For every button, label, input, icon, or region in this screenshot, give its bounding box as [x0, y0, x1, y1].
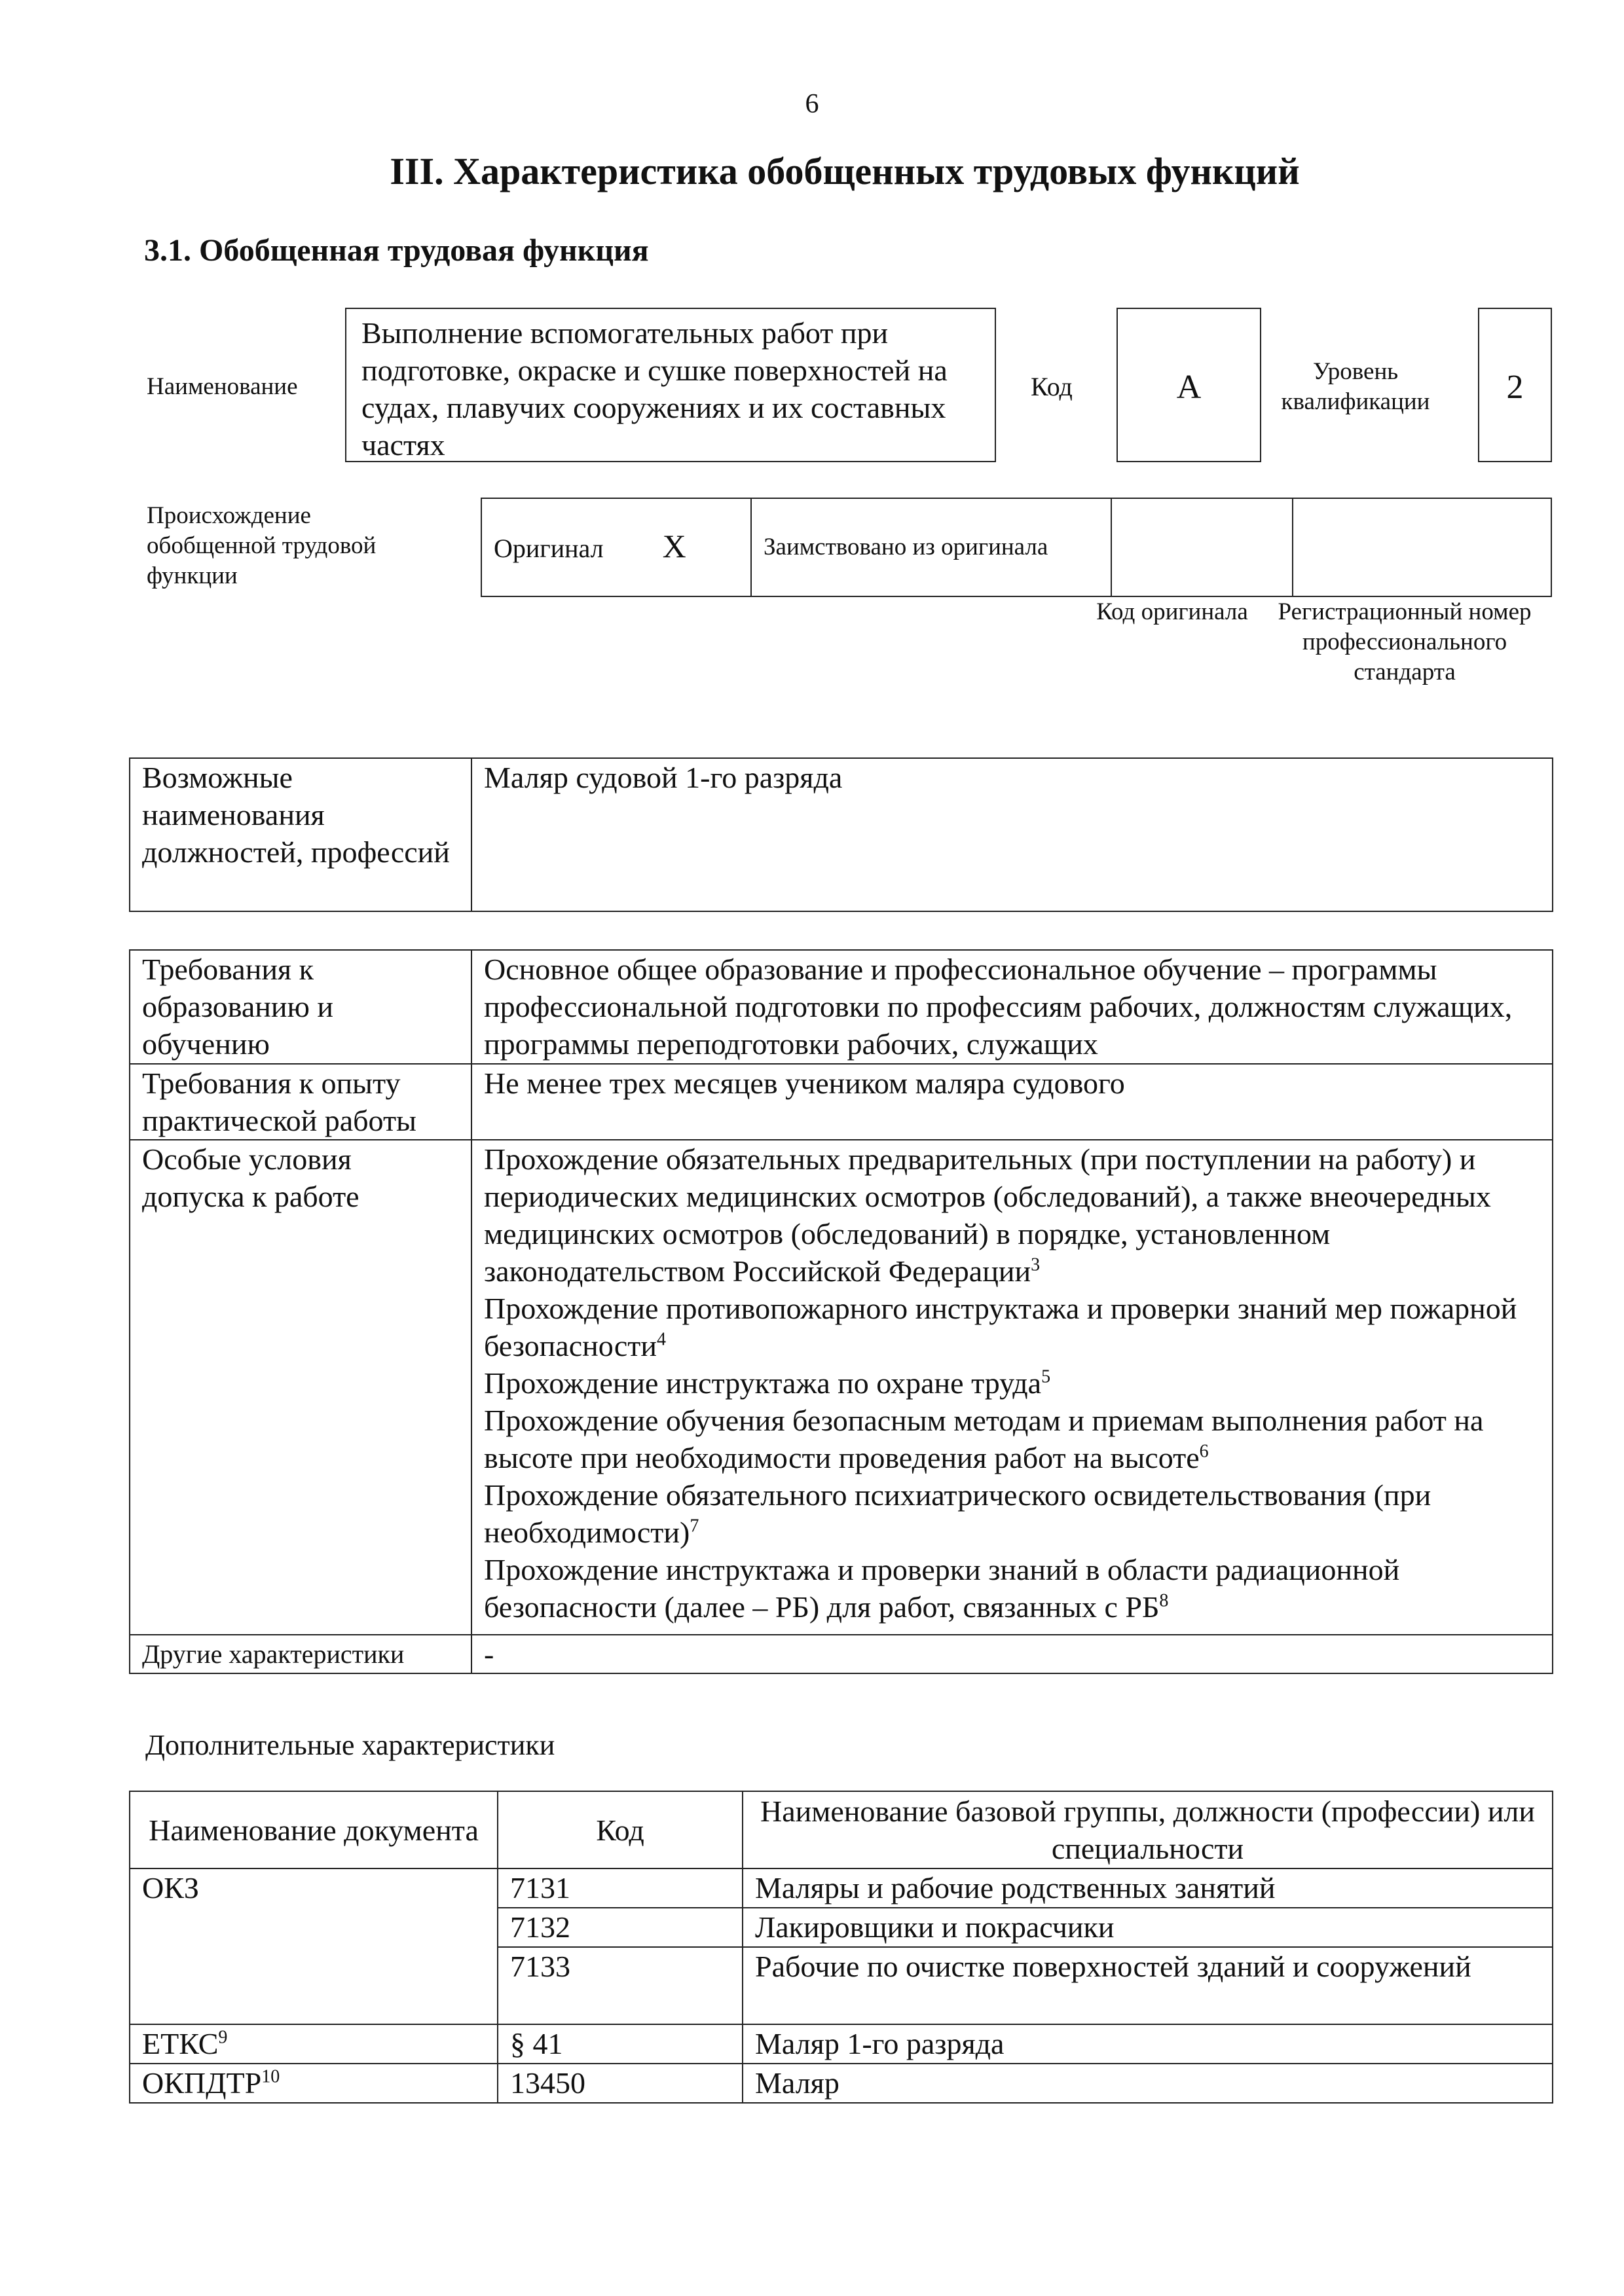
- footnote-ref: 6: [1199, 1441, 1209, 1462]
- admission-item: Прохождение инструктажа по охране труда$^5$: [484, 1366, 1051, 1400]
- additional-name: Лакировщики и покрасчики: [743, 1908, 1553, 1947]
- additional-name: Маляр 1-го разряда: [743, 2024, 1553, 2064]
- requirements-education-value: Основное общее образование и профессиональное обучение – программы профессиональной подготовки по профессиям рабочих, должностям служащих, программы переподготовки рабочих, служащих: [471, 950, 1553, 1064]
- footnote-ref: 5: [1041, 1366, 1051, 1387]
- footnote-ref: 3: [1031, 1254, 1041, 1275]
- positions-table: [129, 757, 1553, 912]
- name-box: [345, 308, 996, 462]
- additional-doc-okpdtr: ОКПДТР$^{10}$: [130, 2064, 498, 2103]
- level-value: 2: [1506, 369, 1524, 406]
- additional-name: Рабочие по очистке поверхностей зданий и сооружений: [743, 1947, 1553, 2024]
- origin-borrowed-cell: [751, 498, 1111, 596]
- admission-item: Прохождение инструктажа и проверки знаний в области радиационной безопасности (далее – РБ) для работ, связанных с $РБ^8$: [484, 1553, 1400, 1624]
- footnote-ref: 10: [261, 2066, 280, 2087]
- section-title: III. Характеристика обобщенных трудовых функций: [390, 150, 1300, 192]
- table-row: [130, 1868, 1553, 1908]
- name-value: Выполнение вспомогательных работ при подготовке, окраске и сушке поверхностей на судах, плавучих сооружениях и их составных частях: [361, 316, 948, 462]
- requirements-admission-label: Особые условия допуска к работе: [130, 1140, 471, 1635]
- origin-original-mark: X: [662, 528, 686, 564]
- code-label: Код: [1031, 372, 1073, 401]
- requirements-experience-value: Не менее трех месяцев учеником маляра судового: [471, 1064, 1553, 1140]
- table-row: [130, 2064, 1553, 2103]
- page-number: 6: [805, 89, 819, 119]
- table-row: [130, 2024, 1553, 2064]
- footnote-ref: 9: [218, 2027, 228, 2048]
- additional-code: 7132: [498, 1908, 743, 1947]
- footnote-ref: 4: [657, 1329, 667, 1350]
- admission-item: Прохождение обязательных предварительных (при поступлении на работу) и периодических медицинских осмотров (обследований), а также внеочередных медицинских осмотров (обследований) в порядке, установленном законодательством Российской Федерации$^3$: [484, 1142, 1491, 1288]
- additional-name: Маляр: [743, 2064, 1553, 2103]
- origin-reg-cell: [1293, 498, 1551, 596]
- additional-table: [129, 1791, 1553, 2104]
- requirements-row: [130, 950, 1553, 1064]
- requirements-education-label: Требования к образованию и обучению: [130, 950, 471, 1064]
- requirements-row: [130, 1140, 1553, 1635]
- footnote-ref: 7: [690, 1516, 699, 1537]
- additional-header-name: Наименование базовой группы, должности (профессии) или специальности: [743, 1791, 1553, 1868]
- origin-code-caption: Код оригинала: [1096, 598, 1248, 625]
- level-box: [1478, 308, 1552, 462]
- origin-original-cell: [481, 498, 751, 596]
- positions-value: Маляр судовой 1-го разряда: [471, 758, 1553, 911]
- admission-item: Прохождение обучения безопасным методам и приемам выполнения работ на высоте при необходимости проведения работ на высоте$^6$: [484, 1404, 1484, 1474]
- admission-item: Прохождение обязательного психиатрического освидетельствования (при необходимости)$^7$: [484, 1478, 1431, 1549]
- level-label: Уровень квалификации: [1281, 358, 1430, 415]
- requirements-row: [130, 1635, 1553, 1673]
- additional-code: 7131: [498, 1868, 743, 1908]
- additional-code: § 41: [498, 2024, 743, 2064]
- requirements-admission-value: [471, 1140, 1553, 1635]
- origin-label: Происхождение обобщенной трудовой функции: [147, 502, 377, 589]
- positions-label: Возможные наименования должностей, профессий: [130, 758, 471, 911]
- subsection-title: 3.1. Обобщенная трудовая функция: [144, 233, 649, 268]
- requirements-other-label: Другие характеристики: [130, 1635, 471, 1673]
- footnote-ref: 8: [1159, 1590, 1169, 1611]
- additional-doc-etks: ЕТКС$^9$: [130, 2024, 498, 2064]
- name-label: Наименование: [147, 373, 298, 400]
- requirements-experience-label: Требования к опыту практической работы: [130, 1064, 471, 1140]
- requirements-table: [129, 949, 1553, 1674]
- origin-original-label: Оригинал: [494, 534, 604, 563]
- origin-code-cell: [1111, 498, 1293, 596]
- additional-name: Маляры и рабочие родственных занятий: [743, 1868, 1553, 1908]
- additional-code: 13450: [498, 2064, 743, 2103]
- origin-borrowed-label: Заимствовано из оригинала: [764, 534, 1048, 560]
- additional-doc-okz: ОКЗ: [130, 1868, 498, 2024]
- requirements-row: [130, 1064, 1553, 1140]
- code-box: [1116, 308, 1261, 462]
- code-value: А: [1176, 369, 1202, 406]
- admission-item: Прохождение противопожарного инструктажа и проверки знаний мер пожарной безопасности$^4$: [484, 1292, 1517, 1362]
- additional-header-doc: Наименование документа: [130, 1791, 498, 1868]
- additional-title: Дополнительные характеристики: [145, 1729, 555, 1761]
- origin-reg-caption: Регистрационный номер профессионального стандарта: [1278, 598, 1532, 685]
- additional-header-row: [130, 1791, 1553, 1868]
- additional-header-code: Код: [498, 1791, 743, 1868]
- origin-table: [481, 498, 1552, 597]
- requirements-other-value: -: [471, 1635, 1553, 1673]
- additional-code: 7133: [498, 1947, 743, 2024]
